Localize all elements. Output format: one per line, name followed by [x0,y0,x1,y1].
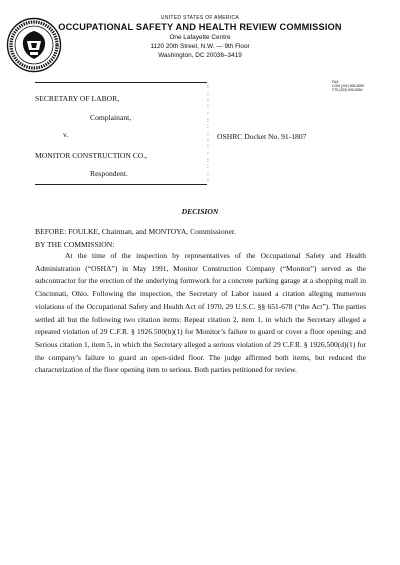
by-commission-line: BY THE COMMISSION: [35,240,115,249]
caption-top-rule [35,82,207,83]
defendant-role: Respondent. [90,169,128,178]
fax-com: COM (202) 606-5050 [332,84,365,88]
caption-bottom-rule [35,184,207,185]
fax-fts: FTS (202) 606-5050 [332,88,363,92]
versus-label: v. [63,130,69,139]
docket-number: OSHRC Docket No. 91-1807 [217,132,307,141]
header-city: Washington, DC 20036–3419 [158,52,242,59]
fax-label: FAX: [332,80,340,84]
decision-heading: DECISION [181,207,219,216]
defendant-name: MONITOR CONSTRUCTION CO., [35,151,148,160]
plaintiff-role: Complainant, [90,113,132,122]
header-agency-name: OCCUPATIONAL SAFETY AND HEALTH REVIEW COMMISSION [58,22,342,32]
caption-colon-column: : : : : : : : : : : : : : : : [207,84,209,184]
plaintiff-name: SECRETARY OF LABOR, [35,94,120,103]
before-line: BEFORE: FOULKE, Chairman, and MONTOYA, Commissioner. [35,227,236,236]
header-building: One Lafayette Centre [169,34,231,41]
fax-block [332,80,364,92]
decision-paragraph: At the time of the inspection by representatives of the Occupational Safety and Health Administration (“OSHA”) in May 1991, Monitor Construction Company (“Monitor”) served as the subcontractor for the erection of the underlying formwork for a concrete parking garage at a shopping mall in Cincinnati, Ohio. Following the inspection, the Secretary of Labor issued a citation alleging numerous violations of the Occupational Safety and Health Act of 1970, 29 U.S.C. §§ 651-678 (“the Act”). The parties settled all but the following two citation items: Repeat citation 2, item 1, in which the Secretary alleged a repeated violation of 29 C.F.R. § 1926.500(b)(1) for Monitor’s failure to guard or cover a floor opening; and Serious citation 1, item 5, in which the Secretary alleged a serious violation of 29 C.F.R. § 1926.500(d)(1) for the company’s failure to guard an open-sided floor. The judge affirmed both items, but reduced the characterization of the floor opening item to serious. Both parties petitioned for review. [35,251,366,375]
header-country: UNITED STATES OF AMERICA [160,15,240,21]
header-street: 1120 20th Street, N.W. — 9th Floor [150,43,250,50]
